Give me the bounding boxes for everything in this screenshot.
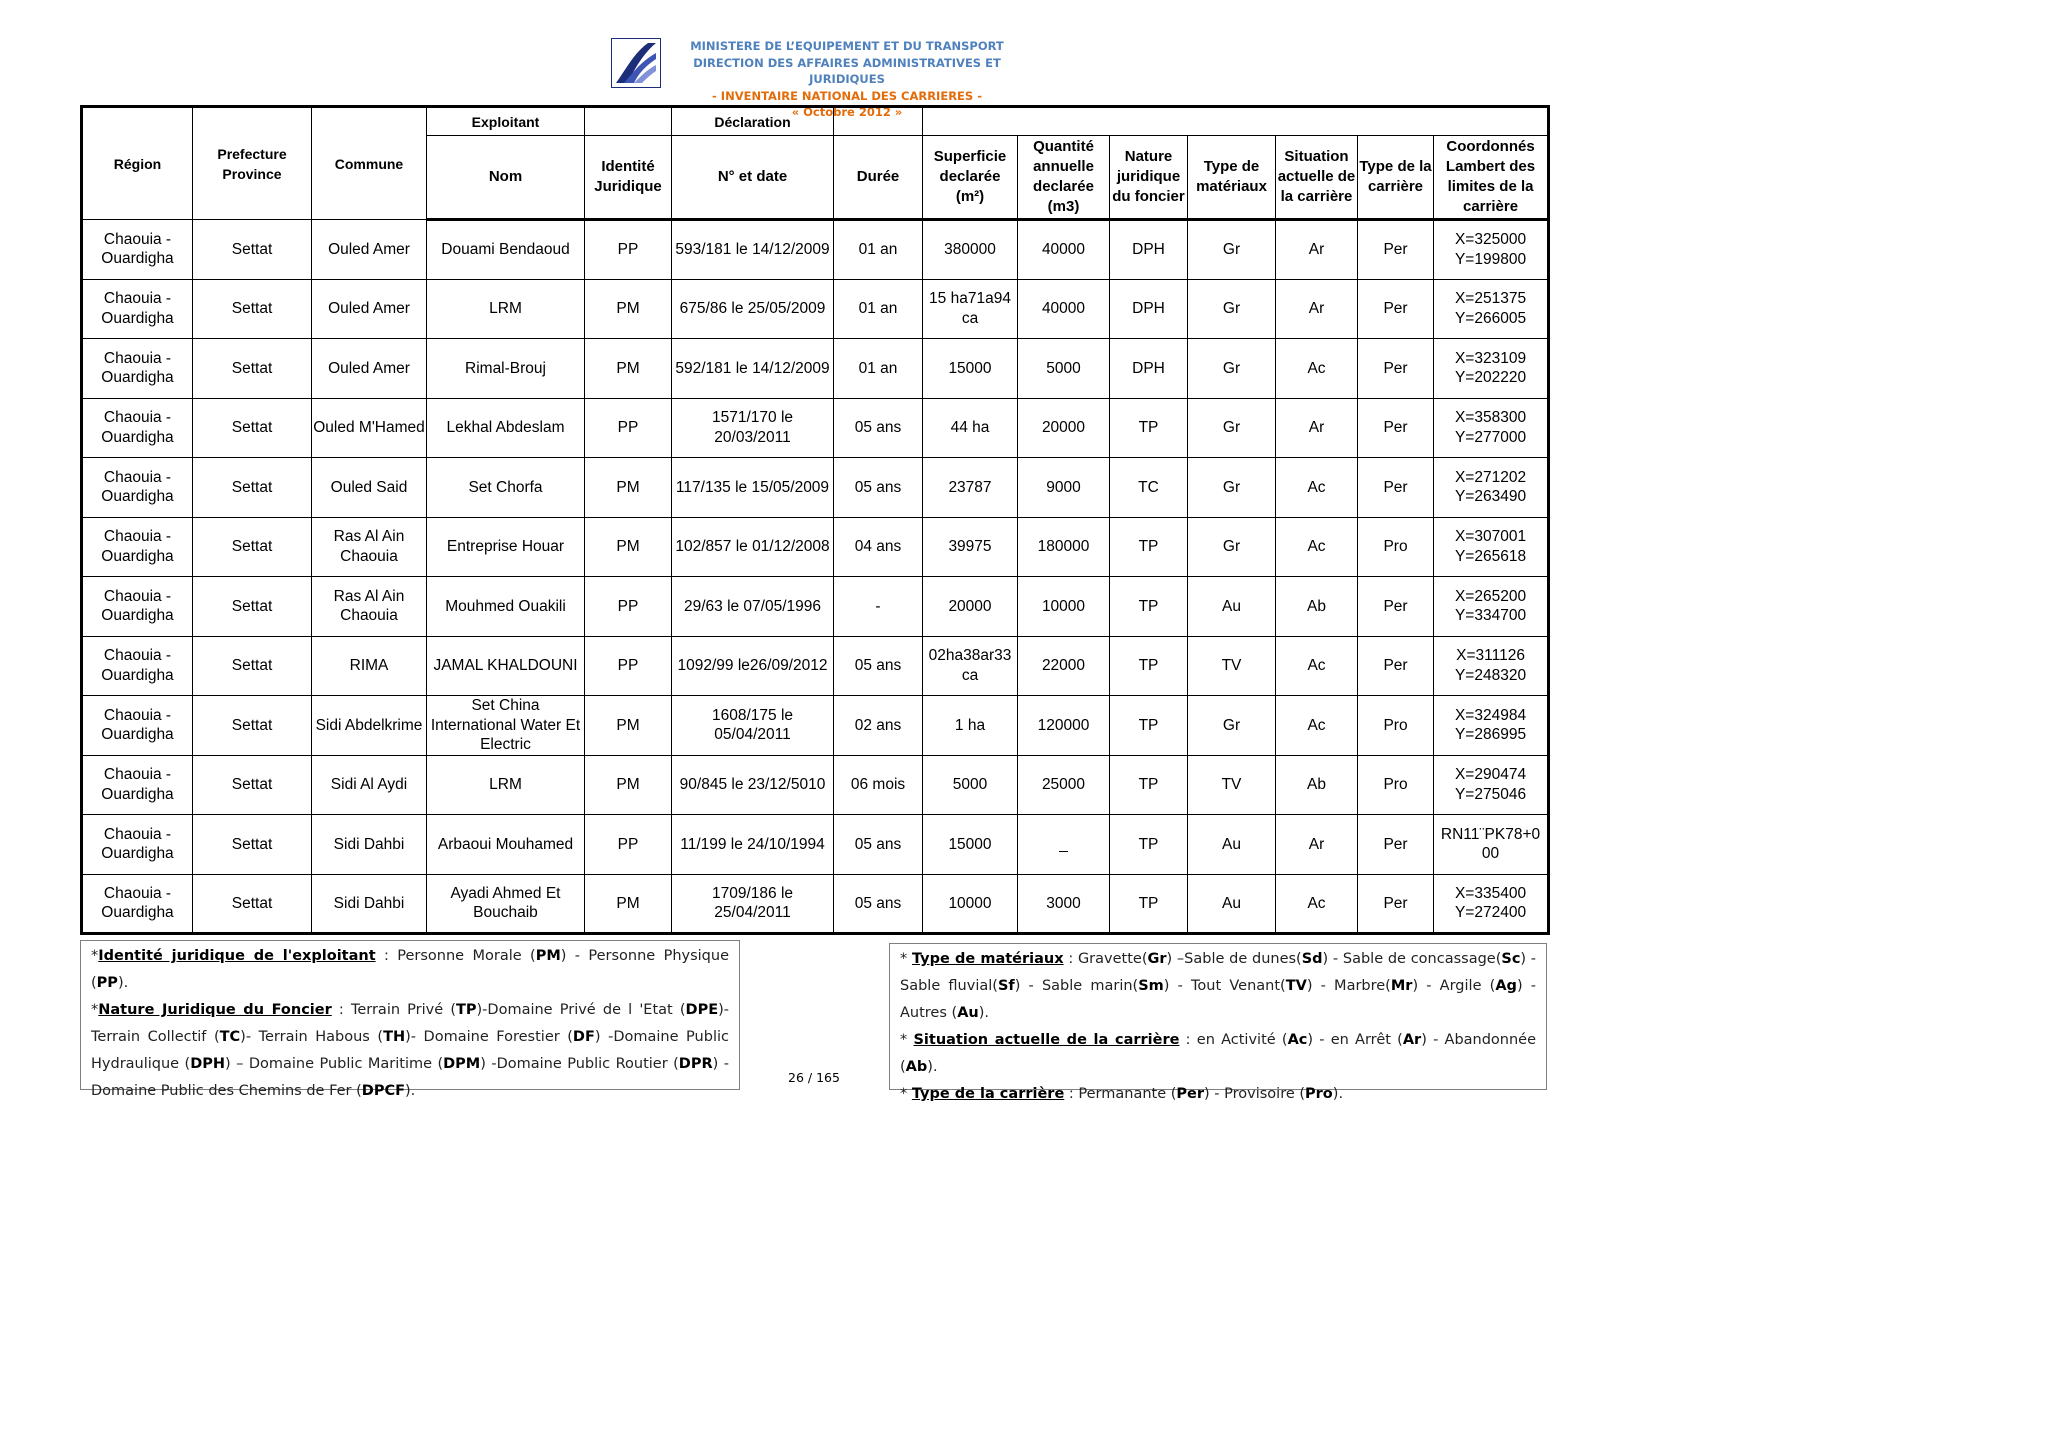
table-row bbox=[82, 577, 1549, 637]
cell-coordonnees: X=311126 Y=248320 bbox=[1434, 636, 1549, 696]
cell-situation: Ar bbox=[1276, 220, 1358, 280]
cell-situation: Ar bbox=[1276, 279, 1358, 339]
page-number: 26 / 165 bbox=[788, 1070, 840, 1085]
cell-type-carriere: Per bbox=[1358, 874, 1434, 934]
cell-duree: 05 ans bbox=[834, 636, 923, 696]
cell-numero: 1092/99 le26/09/2012 bbox=[672, 636, 834, 696]
cell-quantite: _ bbox=[1018, 815, 1110, 875]
legend-nature-title: Nature Juridique du Foncier bbox=[98, 1002, 332, 1018]
cell-duree: 05 ans bbox=[834, 398, 923, 458]
cell-superficie: 20000 bbox=[923, 577, 1018, 637]
cell-region: Chaouia - Ouardigha bbox=[82, 577, 193, 637]
cell-superficie: 23787 bbox=[923, 458, 1018, 518]
legend-type: * Type de la carrière : Permanante (Per) - Provisoire (Pro). bbox=[900, 1086, 1344, 1102]
cell-duree: 01 an bbox=[834, 220, 923, 280]
cell-superficie: 1 ha bbox=[923, 696, 1018, 756]
cell-identite: PM bbox=[585, 458, 672, 518]
ministry-logo-icon bbox=[611, 38, 661, 88]
cell-coordonnees: X=323109 Y=202220 bbox=[1434, 339, 1549, 399]
legend-materiaux-text: : Gravette(Gr) –Sable de dunes(Sd) - Sable de concassage(Sc) - Sable fluvial(Sf) - Sable marin(Sm) - Tout Venant(TV) - Marbre(Mr) - Argile (Ag) - Autres (Au). bbox=[900, 951, 1537, 1021]
cell-quantite: 9000 bbox=[1018, 458, 1110, 518]
cell-region: Chaouia - Ouardigha bbox=[82, 517, 193, 577]
cell-superficie: 5000 bbox=[923, 755, 1018, 815]
cell-commune: RIMA bbox=[312, 636, 427, 696]
cell-nom: Arbaoui Mouhamed bbox=[427, 815, 585, 875]
header-inventory: - INVENTAIRE NATIONAL DES CARRIERES - bbox=[712, 88, 982, 103]
cell-nom: JAMAL KHALDOUNI bbox=[427, 636, 585, 696]
cell-province: Settat bbox=[193, 279, 312, 339]
col-header-nom: Nom bbox=[427, 136, 585, 220]
col-header-materiaux: Type de matériaux bbox=[1188, 136, 1276, 220]
cell-region: Chaouia - Ouardigha bbox=[82, 815, 193, 875]
cell-duree: 01 an bbox=[834, 279, 923, 339]
legend-right bbox=[889, 943, 1547, 1102]
cell-quantite: 40000 bbox=[1018, 220, 1110, 280]
table-row bbox=[82, 755, 1549, 815]
cell-numero: 675/86 le 25/05/2009 bbox=[672, 279, 834, 339]
cell-region: Chaouia - Ouardigha bbox=[82, 458, 193, 518]
cell-numero: 29/63 le 07/05/1996 bbox=[672, 577, 834, 637]
header-date: « Octobre 2012 » bbox=[791, 105, 903, 119]
cell-coordonnees: X=265200 Y=334700 bbox=[1434, 577, 1549, 637]
cell-type-carriere: Per bbox=[1358, 398, 1434, 458]
cell-situation: Ab bbox=[1276, 577, 1358, 637]
cell-quantite: 3000 bbox=[1018, 874, 1110, 934]
cell-region: Chaouia - Ouardigha bbox=[82, 339, 193, 399]
legend-identite-text: : Personne Morale (PM) - Personne Physique (PP). bbox=[91, 948, 729, 991]
cell-nom: Entreprise Houar bbox=[427, 517, 585, 577]
cell-materiaux: Gr bbox=[1188, 339, 1276, 399]
cell-nom: LRM bbox=[427, 279, 585, 339]
cell-situation: Ac bbox=[1276, 636, 1358, 696]
cell-nom: Ayadi Ahmed Et Bouchaib bbox=[427, 874, 585, 934]
cell-commune: Ras Al Ain Chaouia bbox=[312, 577, 427, 637]
cell-superficie: 15000 bbox=[923, 815, 1018, 875]
cell-coordonnees: X=290474 Y=275046 bbox=[1434, 755, 1549, 815]
cell-nature: TP bbox=[1110, 815, 1188, 875]
cell-quantite: 180000 bbox=[1018, 517, 1110, 577]
cell-commune: Ouled Amer bbox=[312, 279, 427, 339]
cell-numero: 117/135 le 15/05/2009 bbox=[672, 458, 834, 518]
cell-duree: 06 mois bbox=[834, 755, 923, 815]
cell-nature: TC bbox=[1110, 458, 1188, 518]
cell-nature: TP bbox=[1110, 636, 1188, 696]
cell-nature: DPH bbox=[1110, 220, 1188, 280]
cell-region: Chaouia - Ouardigha bbox=[82, 636, 193, 696]
table-row bbox=[82, 517, 1549, 577]
cell-commune: Sidi Abdelkrime bbox=[312, 696, 427, 756]
cell-type-carriere: Per bbox=[1358, 220, 1434, 280]
cell-numero: 90/845 le 23/12/5010 bbox=[672, 755, 834, 815]
col-header-province: Prefecture Province bbox=[193, 107, 312, 220]
cell-type-carriere: Per bbox=[1358, 636, 1434, 696]
col-header-region: Région bbox=[82, 107, 193, 220]
cell-coordonnees: X=358300 Y=277000 bbox=[1434, 398, 1549, 458]
cell-nature: TP bbox=[1110, 398, 1188, 458]
cell-nature: TP bbox=[1110, 517, 1188, 577]
cell-situation: Ab bbox=[1276, 755, 1358, 815]
table-row bbox=[82, 874, 1549, 934]
col-header-situation: Situation actuelle de la carrière bbox=[1276, 136, 1358, 220]
cell-numero: 11/199 le 24/10/1994 bbox=[672, 815, 834, 875]
cell-province: Settat bbox=[193, 696, 312, 756]
cell-nom: Douami Bendaoud bbox=[427, 220, 585, 280]
cell-province: Settat bbox=[193, 815, 312, 875]
table-row bbox=[82, 398, 1549, 458]
table-row bbox=[82, 220, 1549, 280]
cell-province: Settat bbox=[193, 874, 312, 934]
cell-quantite: 40000 bbox=[1018, 279, 1110, 339]
cell-situation: Ac bbox=[1276, 517, 1358, 577]
cell-identite: PM bbox=[585, 755, 672, 815]
cell-identite: PP bbox=[585, 815, 672, 875]
legend-left bbox=[80, 940, 740, 1099]
cell-type-carriere: Per bbox=[1358, 815, 1434, 875]
cell-materiaux: Gr bbox=[1188, 220, 1276, 280]
cell-quantite: 10000 bbox=[1018, 577, 1110, 637]
cell-nature: TP bbox=[1110, 696, 1188, 756]
cell-type-carriere: Per bbox=[1358, 339, 1434, 399]
cell-duree: 05 ans bbox=[834, 815, 923, 875]
legend-materiaux-title: Type de matériaux bbox=[911, 951, 1064, 967]
cell-materiaux: Au bbox=[1188, 874, 1276, 934]
table-row bbox=[82, 339, 1549, 399]
group-header-blank-1 bbox=[585, 107, 672, 136]
legend-identite: *Identité juridique de l'exploitant : Personne Morale (PM) - Personne Physique (PP). bbox=[91, 948, 729, 991]
cell-province: Settat bbox=[193, 339, 312, 399]
col-header-commune: Commune bbox=[312, 107, 427, 220]
cell-materiaux: TV bbox=[1188, 755, 1276, 815]
col-header-nature: Nature juridique du foncier bbox=[1110, 136, 1188, 220]
legend-situation-text: : en Activité (Ac) - en Arrêt (Ar) - Abandonnée (Ab). bbox=[900, 1032, 1537, 1075]
cell-nature: DPH bbox=[1110, 279, 1188, 339]
cell-numero: 1608/175 le 05/04/2011 bbox=[672, 696, 834, 756]
cell-identite: PM bbox=[585, 339, 672, 399]
cell-numero: 592/181 le 14/12/2009 bbox=[672, 339, 834, 399]
table-row bbox=[82, 815, 1549, 875]
cell-commune: Ouled Amer bbox=[312, 220, 427, 280]
col-header-quantite: Quantité annuelle declarée (m3) bbox=[1018, 136, 1110, 220]
cell-duree: - bbox=[834, 577, 923, 637]
table-row bbox=[82, 458, 1549, 518]
cell-superficie: 39975 bbox=[923, 517, 1018, 577]
cell-quantite: 20000 bbox=[1018, 398, 1110, 458]
cell-duree: 05 ans bbox=[834, 874, 923, 934]
cell-situation: Ac bbox=[1276, 339, 1358, 399]
cell-identite: PM bbox=[585, 696, 672, 756]
cell-coordonnees: X=271202 Y=263490 bbox=[1434, 458, 1549, 518]
cell-commune: Ouled M'Hamed bbox=[312, 398, 427, 458]
cell-materiaux: TV bbox=[1188, 636, 1276, 696]
cell-province: Settat bbox=[193, 220, 312, 280]
col-header-duree: Durée bbox=[834, 136, 923, 220]
cell-commune: Ouled Said bbox=[312, 458, 427, 518]
cell-type-carriere: Per bbox=[1358, 577, 1434, 637]
cell-identite: PM bbox=[585, 874, 672, 934]
cell-nature: TP bbox=[1110, 755, 1188, 815]
cell-province: Settat bbox=[193, 577, 312, 637]
cell-situation: Ar bbox=[1276, 815, 1358, 875]
cell-nom: LRM bbox=[427, 755, 585, 815]
cell-nom: Set China International Water Et Electric bbox=[427, 696, 585, 756]
cell-materiaux: Gr bbox=[1188, 458, 1276, 518]
group-header-blank-3 bbox=[923, 107, 1549, 136]
cell-type-carriere: Pro bbox=[1358, 696, 1434, 756]
cell-nature: DPH bbox=[1110, 339, 1188, 399]
cell-region: Chaouia - Ouardigha bbox=[82, 220, 193, 280]
legend-type-title: Type de la carrière bbox=[911, 1086, 1065, 1102]
cell-numero: 593/181 le 14/12/2009 bbox=[672, 220, 834, 280]
cell-commune: Ouled Amer bbox=[312, 339, 427, 399]
cell-superficie: 15 ha71a94 ca bbox=[923, 279, 1018, 339]
cell-superficie: 15000 bbox=[923, 339, 1018, 399]
cell-materiaux: Au bbox=[1188, 815, 1276, 875]
cell-commune: Sidi Al Aydi bbox=[312, 755, 427, 815]
cell-coordonnees: X=307001 Y=265618 bbox=[1434, 517, 1549, 577]
cell-nom: Mouhmed Ouakili bbox=[427, 577, 585, 637]
cell-materiaux: Gr bbox=[1188, 517, 1276, 577]
table-row bbox=[82, 279, 1549, 339]
cell-numero: 102/857 le 01/12/2008 bbox=[672, 517, 834, 577]
cell-quantite: 25000 bbox=[1018, 755, 1110, 815]
cell-type-carriere: Pro bbox=[1358, 517, 1434, 577]
legend-situation: * Situation actuelle de la carrière : en Activité (Ac) - en Arrêt (Ar) - Abandonnée (Ab). bbox=[900, 1032, 1537, 1075]
cell-nature: TP bbox=[1110, 874, 1188, 934]
header-direction: DIRECTION DES AFFAIRES ADMINISTRATIVES ET JURIDIQUES bbox=[693, 55, 1001, 86]
cell-duree: 05 ans bbox=[834, 458, 923, 518]
cell-coordonnees: RN11¨PK78+0 00 bbox=[1434, 815, 1549, 875]
cell-materiaux: Gr bbox=[1188, 279, 1276, 339]
cell-numero: 1709/186 le 25/04/2011 bbox=[672, 874, 834, 934]
group-header-exploitant: Exploitant bbox=[427, 107, 585, 136]
cell-materiaux: Au bbox=[1188, 577, 1276, 637]
header-ministry: MINISTERE DE L’EQUIPEMENT ET DU TRANSPORT bbox=[690, 39, 1004, 53]
col-header-superficie: Superficie declarée (m²) bbox=[923, 136, 1018, 220]
col-header-type-carriere: Type de la carrière bbox=[1358, 136, 1434, 220]
cell-superficie: 10000 bbox=[923, 874, 1018, 934]
cell-situation: Ac bbox=[1276, 874, 1358, 934]
col-header-numero: N° et date bbox=[672, 136, 834, 220]
cell-commune: Sidi Dahbi bbox=[312, 874, 427, 934]
cell-materiaux: Gr bbox=[1188, 398, 1276, 458]
cell-quantite: 120000 bbox=[1018, 696, 1110, 756]
cell-type-carriere: Per bbox=[1358, 458, 1434, 518]
legend-nature-text: : Terrain Privé (TP)-Domaine Privé de l 'Etat (DPE)- Terrain Collectif (TC)- Terrain Habous (TH)- Domaine Forestier (DF) -Domaine Public Hydraulique (DPH) – Domaine Public Maritime (DPM) -Domaine Public Routier (DPR) - Domaine Public des Chemins de Fer (DPCF). bbox=[91, 1002, 730, 1099]
cell-coordonnees: X=325000 Y=199800 bbox=[1434, 220, 1549, 280]
cell-nom: Set Chorfa bbox=[427, 458, 585, 518]
cell-region: Chaouia - Ouardigha bbox=[82, 696, 193, 756]
cell-quantite: 5000 bbox=[1018, 339, 1110, 399]
legend-materiaux: * Type de matériaux : Gravette(Gr) –Sable de dunes(Sd) - Sable de concassage(Sc) - Sable fluvial(Sf) - Sable marin(Sm) - Tout Venant(TV) - Marbre(Mr) - Argile (Ag) - Autres (Au). bbox=[900, 951, 1537, 1021]
cell-nom: Rimal-Brouj bbox=[427, 339, 585, 399]
table-row bbox=[82, 636, 1549, 696]
cell-region: Chaouia - Ouardigha bbox=[82, 279, 193, 339]
cell-coordonnees: X=324984 Y=286995 bbox=[1434, 696, 1549, 756]
cell-commune: Sidi Dahbi bbox=[312, 815, 427, 875]
cell-region: Chaouia - Ouardigha bbox=[82, 874, 193, 934]
cell-province: Settat bbox=[193, 398, 312, 458]
cell-province: Settat bbox=[193, 517, 312, 577]
cell-identite: PP bbox=[585, 636, 672, 696]
cell-situation: Ac bbox=[1276, 696, 1358, 756]
quarry-inventory-table bbox=[80, 105, 1550, 935]
cell-identite: PM bbox=[585, 517, 672, 577]
cell-duree: 04 ans bbox=[834, 517, 923, 577]
legend-situation-title: Situation actuelle de la carrière bbox=[913, 1032, 1180, 1048]
cell-region: Chaouia - Ouardigha bbox=[82, 755, 193, 815]
cell-province: Settat bbox=[193, 636, 312, 696]
cell-situation: Ar bbox=[1276, 398, 1358, 458]
cell-identite: PP bbox=[585, 577, 672, 637]
cell-superficie: 380000 bbox=[923, 220, 1018, 280]
cell-nature: TP bbox=[1110, 577, 1188, 637]
cell-identite: PM bbox=[585, 279, 672, 339]
cell-duree: 01 an bbox=[834, 339, 923, 399]
cell-situation: Ac bbox=[1276, 458, 1358, 518]
cell-region: Chaouia - Ouardigha bbox=[82, 398, 193, 458]
cell-commune: Ras Al Ain Chaouia bbox=[312, 517, 427, 577]
cell-numero: 1571/170 le 20/03/2011 bbox=[672, 398, 834, 458]
col-header-identite: Identité Juridique bbox=[585, 136, 672, 220]
cell-coordonnees: X=251375 Y=266005 bbox=[1434, 279, 1549, 339]
cell-coordonnees: X=335400 Y=272400 bbox=[1434, 874, 1549, 934]
cell-province: Settat bbox=[193, 755, 312, 815]
legend-type-text: : Permanante (Per) - Provisoire (Pro). bbox=[1064, 1086, 1344, 1102]
legend-identite-title: Identité juridique de l'exploitant bbox=[98, 948, 376, 964]
cell-type-carriere: Per bbox=[1358, 279, 1434, 339]
cell-duree: 02 ans bbox=[834, 696, 923, 756]
cell-province: Settat bbox=[193, 458, 312, 518]
cell-superficie: 44 ha bbox=[923, 398, 1018, 458]
col-header-coordonnees: Coordonnés Lambert des limites de la carrière bbox=[1434, 136, 1549, 220]
cell-identite: PP bbox=[585, 398, 672, 458]
cell-materiaux: Gr bbox=[1188, 696, 1276, 756]
group-header-blank-2 bbox=[834, 107, 923, 136]
cell-type-carriere: Pro bbox=[1358, 755, 1434, 815]
cell-identite: PP bbox=[585, 220, 672, 280]
legend-nature: *Nature Juridique du Foncier : Terrain Privé (TP)-Domaine Privé de l 'Etat (DPE)- Terrain Collectif (TC)- Terrain Habous (TH)- Domaine Forestier (DF) -Domaine Public Hydraulique (DPH) – Domaine Public Maritime (DPM) -Domaine Public Routier (DPR) - Domaine Public des Chemins de Fer (DPCF). bbox=[91, 1002, 730, 1099]
group-header-declaration: Déclaration bbox=[672, 107, 834, 136]
cell-superficie: 02ha38ar33 ca bbox=[923, 636, 1018, 696]
table-row bbox=[82, 696, 1549, 756]
cell-nom: Lekhal Abdeslam bbox=[427, 398, 585, 458]
cell-quantite: 22000 bbox=[1018, 636, 1110, 696]
